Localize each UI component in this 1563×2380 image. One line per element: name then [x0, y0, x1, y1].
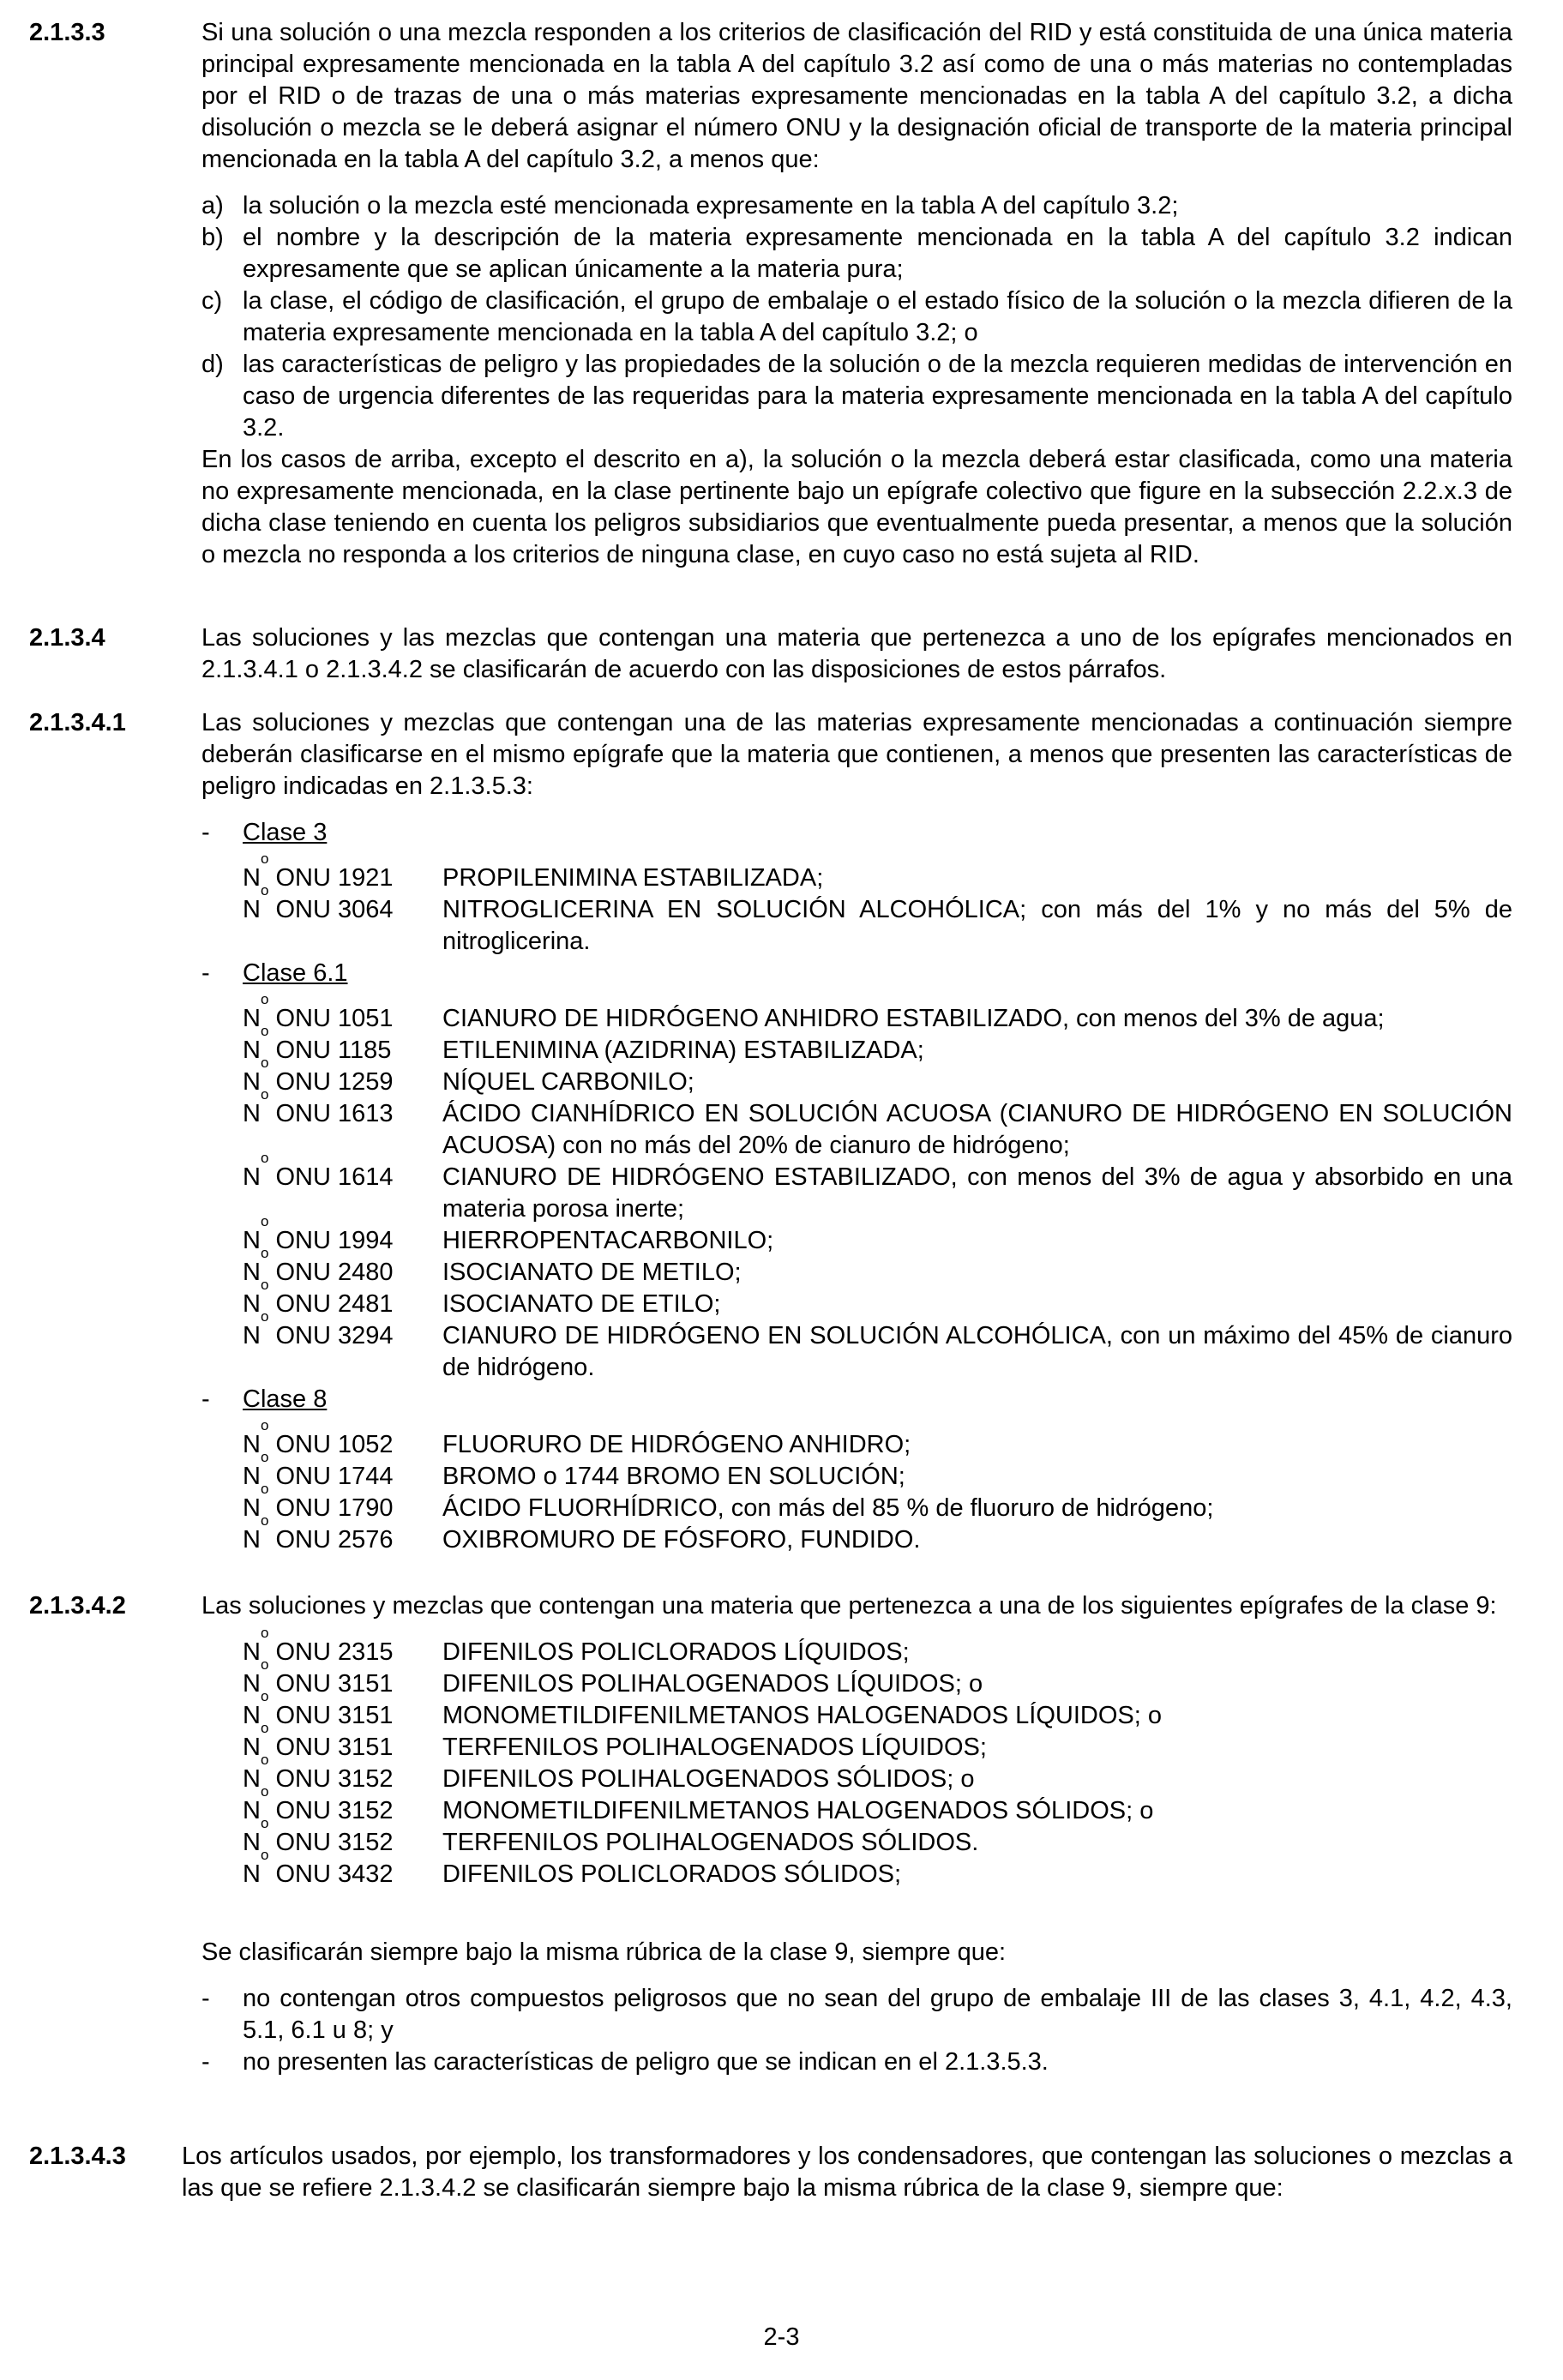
un-entry: $N^o$ ONU 1185 ETILENIMINA (AZIDRINA) ESTABILIZADA; — [243, 1023, 924, 1064]
section-number: 2.1.3.4.1 — [29, 709, 126, 736]
class-heading: - Clase 3 — [201, 819, 328, 846]
un-entry: $N^o$ ONU 1052 FLUORURO DE HIDRÓGENO ANHIDRO; — [243, 1417, 911, 1458]
un-entry: $N^o$ ONU 3152 MONOMETILDIFENILMETANOS HALOGENADOS SÓLIDOS; o — [243, 1783, 1154, 1824]
section-number: 2.1.3.4 — [29, 624, 105, 652]
un-entry: $N^o$ ONU 1051 CIANURO DE HIDRÓGENO ANHIDRO ESTABILIZADO, con menos del 3% de agua; — [243, 991, 1385, 1032]
section-number: 2.1.3.3 — [29, 19, 105, 46]
un-entry: $N^o$ ONU 3432 DIFENILOS POLICLORADOS SÓLIDOS; — [243, 1847, 902, 1888]
section-number: 2.1.3.4.3 — [29, 2143, 126, 2170]
un-entry: $N^o$ ONU 2481 ISOCIANATO DE ETILO; — [243, 1277, 721, 1318]
un-entry: $N^o$ ONU 3151 TERFENILOS POLIHALOGENADOS LÍQUIDOS; — [243, 1720, 987, 1761]
class-heading: - Clase 8 — [201, 1385, 328, 1413]
section-intro: Si una solución o una mezcla responden a los criterios de clasificación del RID y está constituida de una única materia principal expresamente mencionada en la tabla A del capítulo 3.2 así como de una o más materias no contempladas por el RID o de trazas de una o más materias expresamente mencionadas en la tabla A del capítulo 3.2, a dicha disolución o mezcla se le deberá asignar el número ONU y la designación oficial de transporte de la materia principal mencionada en la tabla A del capítulo 3.2, a menos que: — [201, 19, 1512, 173]
un-entry: $N^o$ ONU 1613 ÁCIDO CIANHÍDRICO EN SOLUCIÓN ACUOSA (CIANURO DE HIDRÓGENO EN SOLUCIÓN ACUOSA) con no más del 20% de cianuro de hidrógeno; — [243, 1086, 1512, 1159]
class-group — [201, 1384, 1512, 1556]
section-closing: En los casos de arriba, excepto el descrito en a), la solución o la mezcla deberá estar clasificada, como una materia no expresamente mencionada, en la clase pertinente bajo un epígrafe colectivo que figure en la subsección 2.2.x.3 de dicha clase teniendo en cuenta los peligros subsidiarios que eventualmente pueda presentar, a menos que la solución o mezcla no responda a los criterios de ninguna clase, en cuyo caso no está sujeta al RID. — [201, 446, 1512, 568]
un-entry: $N^o$ ONU 1921 PROPILENIMINA ESTABILIZADA; — [243, 850, 824, 892]
list-item: b) el nombre y la descripción de la materia expresamente mencionada en la tabla A del capítulo 3.2 indican expresamente que se aplican únicamente a la materia pura; — [201, 224, 1512, 283]
section-text: Las soluciones y mezclas que contengan una materia que pertenezca a una de los siguientes epígrafes de la clase 9: — [201, 1592, 1497, 1620]
page-number: 2-3 — [763, 2323, 800, 2351]
un-entry: $N^o$ ONU 3152 DIFENILOS POLIHALOGENADOS SÓLIDOS; o — [243, 1752, 975, 1793]
list-item: a) la solución o la mezcla esté mencionada expresamente en la tabla A del capítulo 3.2; — [201, 192, 1179, 219]
un-entry: $N^o$ ONU 3294 CIANURO DE HIDRÓGENO EN SOLUCIÓN ALCOHÓLICA, con un máximo del 45% de cianuro de hidrógeno. — [243, 1308, 1512, 1381]
un-entry: $N^o$ ONU 1614 CIANURO DE HIDRÓGENO ESTABILIZADO, con menos del 3% de agua y absorbido en una materia porosa inerte; — [243, 1150, 1512, 1223]
section-number: 2.1.3.4.2 — [29, 1592, 126, 1620]
un-entry: $N^o$ ONU 1259 NÍQUEL CARBONILO; — [243, 1055, 694, 1096]
un-entry: $N^o$ ONU 3152 TERFENILOS POLIHALOGENADOS SÓLIDOS. — [243, 1815, 979, 1856]
un-entry: $N^o$ ONU 1994 HIERROPENTACARBONILO; — [243, 1213, 774, 1254]
un-entry-list — [201, 1625, 1512, 1890]
un-entry: $N^o$ ONU 2576 OXIBROMURO DE FÓSFORO, FUNDIDO. — [243, 1512, 921, 1554]
list-item: c) la clase, el código de clasificación, el grupo de embalaje o el estado físico de la solución o la mezcla difieren de la materia expresamente mencionada en la tabla A del capítulo 3.2; o — [201, 287, 1512, 346]
condition-item: - no presenten las características de peligro que se indican en el 2.1.3.5.3. — [201, 2048, 1049, 2076]
class-group — [201, 817, 1512, 958]
section-2-1-3-4-2 — [29, 1590, 1512, 2078]
section-2-1-3-4-1 — [29, 707, 1512, 1556]
section-after-text: Se clasificarán siempre bajo la misma rúbrica de la clase 9, siempre que: — [201, 1938, 1007, 1966]
section-text: Los artículos usados, por ejemplo, los transformadores y los condensadores, que contengan las soluciones o mezclas a las que se refiere 2.1.3.4.2 se clasificarán siempre bajo la misma rúbrica de la clase 9, siempre que: — [182, 2143, 1512, 2202]
un-entry: $N^o$ ONU 2315 DIFENILOS POLICLORADOS LÍQUIDOS; — [243, 1625, 910, 1666]
criteria-list — [201, 190, 1512, 444]
section-text: Las soluciones y las mezclas que contengan una materia que pertenezca a uno de los epígrafes mencionados en 2.1.3.4.1 o 2.1.3.4.2 se clasificarán de acuerdo con las disposiciones de estos párrafos. — [201, 624, 1512, 683]
section-2-1-3-4 — [29, 622, 1512, 686]
un-entry: $N^o$ ONU 1744 BROMO o 1744 BROMO EN SOLUCIÓN; — [243, 1449, 905, 1490]
un-entry: $N^o$ ONU 3151 DIFENILOS POLIHALOGENADOS LÍQUIDOS; o — [243, 1656, 983, 1698]
section-2-1-3-4-3 — [29, 2141, 1512, 2204]
section-text: Las soluciones y mezclas que contengan una de las materias expresamente mencionadas a continuación siempre deberán clasificarse en el mismo epígrafe que la materia que contienen, a menos que presenten las características de peligro indicadas en 2.1.3.5.3: — [201, 709, 1512, 800]
class-heading: - Clase 6.1 — [201, 959, 348, 987]
un-entry: $N^o$ ONU 2480 ISOCIANATO DE METILO; — [243, 1245, 742, 1286]
un-entry: $N^o$ ONU 3064 NITROGLICERINA EN SOLUCIÓN ALCOHÓLICA; con más del 1% y no más del 5% de nitroglicerina. — [243, 882, 1512, 955]
class-group — [201, 958, 1512, 1384]
section-2-1-3-3 — [29, 17, 1512, 571]
condition-item: - no contengan otros compuestos peligrosos que no sean del grupo de embalaje III de las clases 3, 4.1, 4.2, 4.3, 5.1, 6.1 u 8; y — [201, 1985, 1512, 2044]
un-entry: $N^o$ ONU 1790 ÁCIDO FLUORHÍDRICO, con más del 85 % de fluoruro de hidrógeno; — [243, 1481, 1214, 1522]
un-entry: $N^o$ ONU 3151 MONOMETILDIFENILMETANOS HALOGENADOS LÍQUIDOS; o — [243, 1688, 1162, 1729]
list-item: d) las características de peligro y las propiedades de la solución o de la mezcla requieren medidas de intervención en caso de urgencia diferentes de las requeridas para la materia expresamente mencionada en la tabla A del capítulo 3.2. — [201, 351, 1512, 442]
